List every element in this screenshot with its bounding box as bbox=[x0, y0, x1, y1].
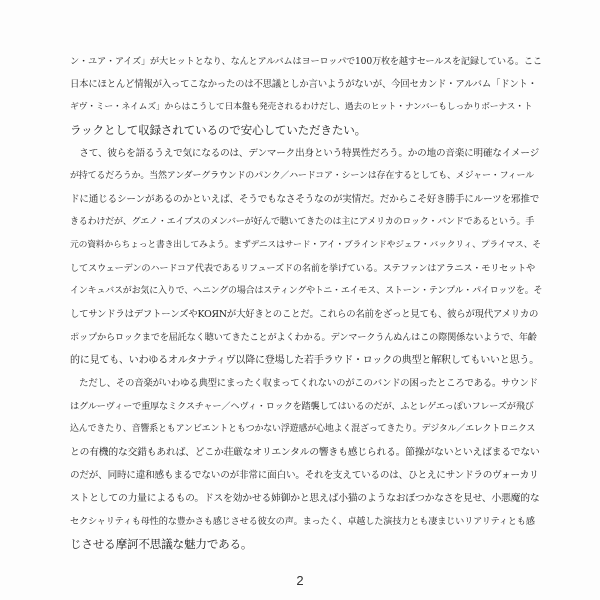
text-line: ただし、その音楽がいわゆる典型にまったく収まってくれないのがこのバンドの困ったところである。サウンド bbox=[70, 378, 538, 389]
text-line: が持てるだろうか。当然アンダーグラウンドのパンク／ハードコア・シーンは存在するとしても、メジャー・フィール bbox=[70, 171, 534, 181]
text-line: 元の資料からちょっと書き出してみよう。まずデニスはサード・アイ・ブラインドやジェフ・バックリィ、プライマス、そ bbox=[70, 240, 541, 250]
text-line: ポップからロックまでを屈託なく聴いてきたことがよくわかる。デンマークうんぬんはこの際関係ないようで、年齢 bbox=[70, 332, 537, 343]
page-number: 2 bbox=[296, 573, 304, 588]
text-line: のだが、同時に違和感もまるでないのが非常に面白い。それを支えているのは、ひとえにサンドラのヴォーカリ bbox=[70, 470, 539, 481]
text-line: 込んできたり、音響系ともアンビエントともつかない浮遊感が心地よく混ざってきたり。デジタル／エレクトロニクス bbox=[70, 424, 536, 434]
text-line: ラックとして収録されているので安心していただきたい。 bbox=[70, 123, 367, 137]
text-line: との有機的な交錯もあれば、どこか荘厳なオリエンタルの響きも感じられる。節操がないといえばまるでない bbox=[70, 447, 540, 458]
text-line: ドに通じるシーンがあるのかといえば、そうでもなさそうなのが実情だ。だからこそ好き勝手にルーツを邪推で bbox=[70, 194, 540, 205]
text-line: さて、彼らを語るうえで気になるのは、デンマーク出身という特異性だろう。かの地の音楽に明確なイメージ bbox=[70, 148, 540, 159]
text-line: じさせる摩訶不思議な魅力である。 bbox=[70, 537, 253, 551]
body-text bbox=[70, 50, 542, 556]
text-line: セクシャリティも母性的な豊かさも感じさせる彼女の声。まったく、卓越した演技力とも凄まじいリアリティとも感 bbox=[70, 516, 535, 527]
text-line: 日本にほとんど情報が入ってこなかったのは不思議としか言いようがないが、今回セカンド・アルバム「ドント・ bbox=[70, 79, 537, 90]
text-line: してスウェーデンのハードコア代表であるリフューズドの名前を挙げている。ステファンはアラニス・モリセットや bbox=[70, 263, 536, 274]
text-line: してサンドラはデフトーンズやKOЯNが大好きとのことだ。これらの名前をざっと見ても、彼らが現代アメリカの bbox=[70, 309, 539, 320]
text-line: 的に見ても、いわゆるオルタナティヴ以降に登場した若手ラウド・ロックの典型と解釈してもいいと思う。 bbox=[70, 355, 539, 366]
text-line: きるわけだが、グエノ・エイブスのメンバーが好んで聴いてきたのは主にアメリカのロック・バンドであるという。手 bbox=[70, 217, 535, 227]
text-line: インキュバスがお気に入りで、ヘニングの場合はスティングやトニ・エイモス、ストーン・テンプル・パイロッツを。そ bbox=[70, 286, 542, 296]
text-line: はグルーヴィーで重厚なミクスチャー／ヘヴィ・ロックを踏襲してはいるのだが、ふとレゲエっぽいフレーズが飛び bbox=[70, 401, 534, 412]
text-line: ン・ユア・アイズ」が大ヒットとなり、なんとアルバムはヨーロッパで100万枚を越すセールスを記録している。ここ bbox=[70, 56, 542, 67]
text-line: ストとしての力量によるもの。ドスを効かせる姉御かと思えば小猫のようなおぼつかなさを見せ、小悪魔的な bbox=[70, 493, 540, 504]
text-line: ギヴ・ミー・ネイムズ」からはこうして日本盤も発売されるわけだし、過去のヒット・ナンバーもしっかりボーナス・ト bbox=[70, 102, 533, 112]
